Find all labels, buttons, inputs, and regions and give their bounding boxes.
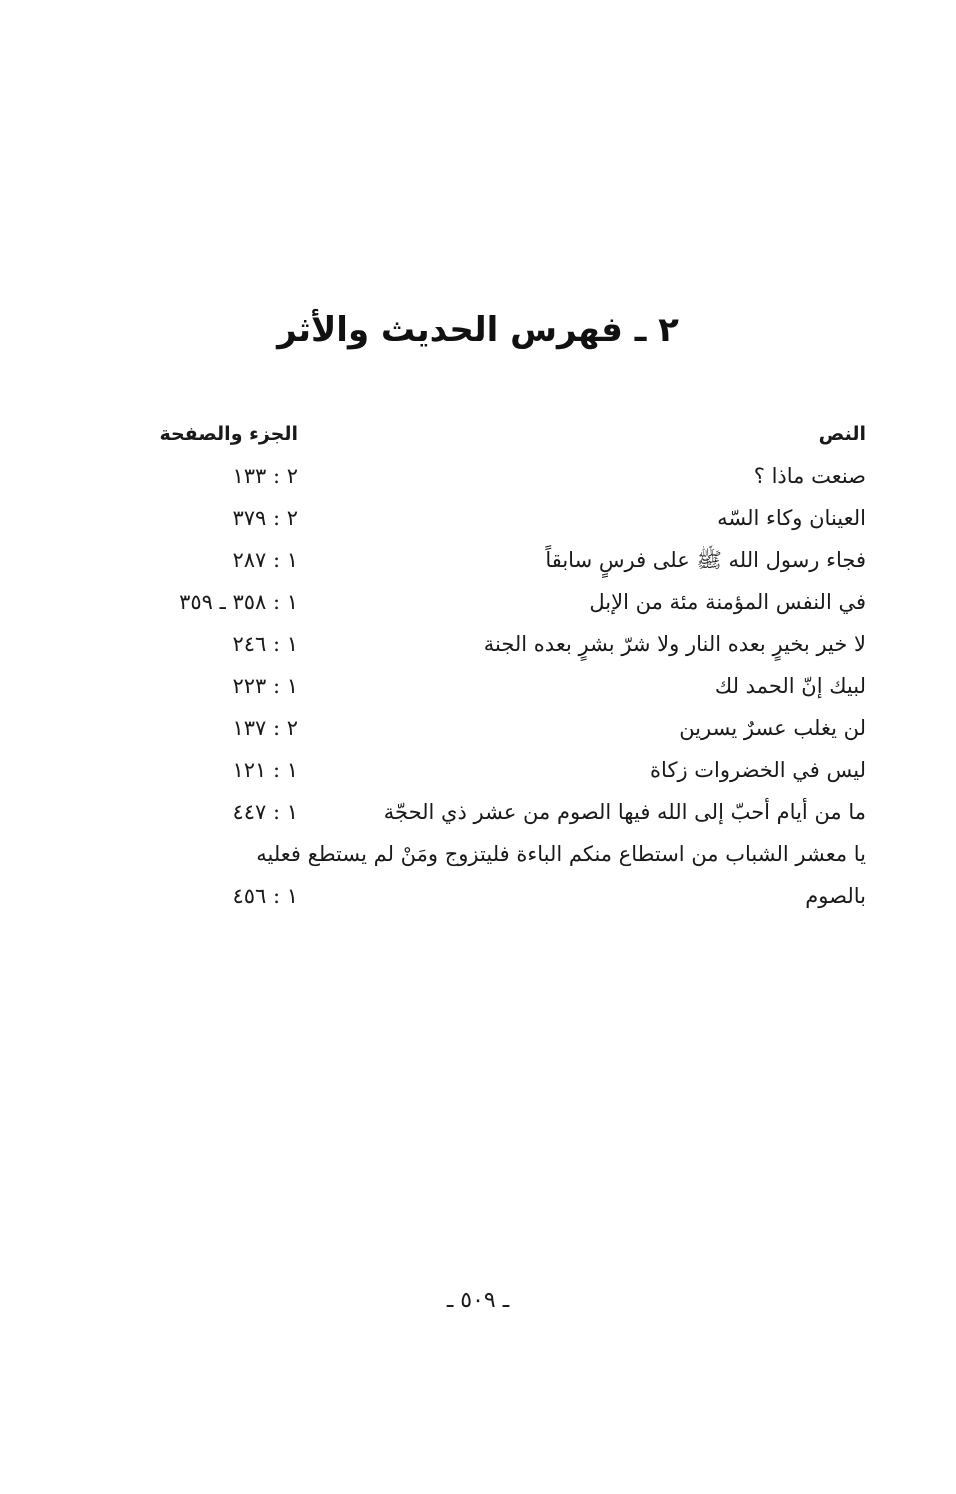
- column-header-text: النص: [818, 423, 866, 445]
- volume-page-reference: ١ : ٣٥٨ ـ ٣٥٩: [179, 590, 298, 614]
- hadith-text: فجاء رسول الله ﷺ على فرسٍ سابقاً: [545, 548, 866, 572]
- volume-page-reference: ١ : ١٢١: [232, 758, 298, 782]
- page-number: ـ ٥٠٩ ـ: [446, 1288, 510, 1313]
- table-row: [170, 539, 866, 581]
- column-header-reference: الجزء والصفحة: [159, 423, 298, 445]
- table-row: [170, 623, 866, 665]
- volume-page-reference: ٢ : ٣٧٩: [232, 506, 298, 530]
- hadith-text: لا خير بخيرٍ بعده النار ولا شرّ بشرٍ بعده الجنة: [483, 632, 866, 656]
- table-row: [170, 875, 866, 917]
- table-row: [170, 665, 866, 707]
- volume-page-reference: ١ : ٢٨٧: [232, 548, 298, 572]
- hadith-text: العينان وكاء السّه: [717, 506, 866, 530]
- volume-page-reference: ١ : ٤٥٦: [232, 884, 298, 908]
- volume-page-reference: ١ : ٢٤٦: [232, 632, 298, 656]
- hadith-text: لبيك إنّ الحمد لك: [714, 674, 866, 698]
- table-row: [170, 749, 866, 791]
- volume-page-reference: ١ : ٤٤٧: [232, 800, 298, 824]
- volume-page-reference: ٢ : ١٣٧: [232, 716, 298, 740]
- hadith-text: في النفس المؤمنة مئة من الإبل: [589, 590, 866, 614]
- hadith-text: ليس في الخضروات زكاة: [650, 758, 866, 782]
- table-row: [170, 455, 866, 497]
- hadith-text: ما من أيام أحبّ إلى الله فيها الصوم من عشر ذي الحجّة: [383, 800, 866, 824]
- table-row: [170, 791, 866, 833]
- table-row: [170, 707, 866, 749]
- section-title: ٢ ـ فهرس الحديث والأثر: [277, 310, 679, 350]
- table-header: [159, 413, 866, 455]
- table-row: [170, 581, 866, 623]
- hadith-text: بالصوم: [805, 884, 866, 908]
- volume-page-reference: ٢ : ١٣٣: [232, 464, 298, 488]
- volume-page-reference: ١ : ٢٢٣: [232, 674, 298, 698]
- hadith-text: يا معشر الشباب من استطاع منكم الباءة فليتزوج ومَنْ لم يستطع فعليه: [256, 842, 866, 866]
- hadith-text: صنعت ماذا ؟: [753, 464, 866, 488]
- table-row: [170, 833, 866, 875]
- table-row: [170, 497, 866, 539]
- hadith-index-table: [159, 413, 866, 917]
- hadith-text: لن يغلب عسرٌ يسرين: [679, 716, 866, 740]
